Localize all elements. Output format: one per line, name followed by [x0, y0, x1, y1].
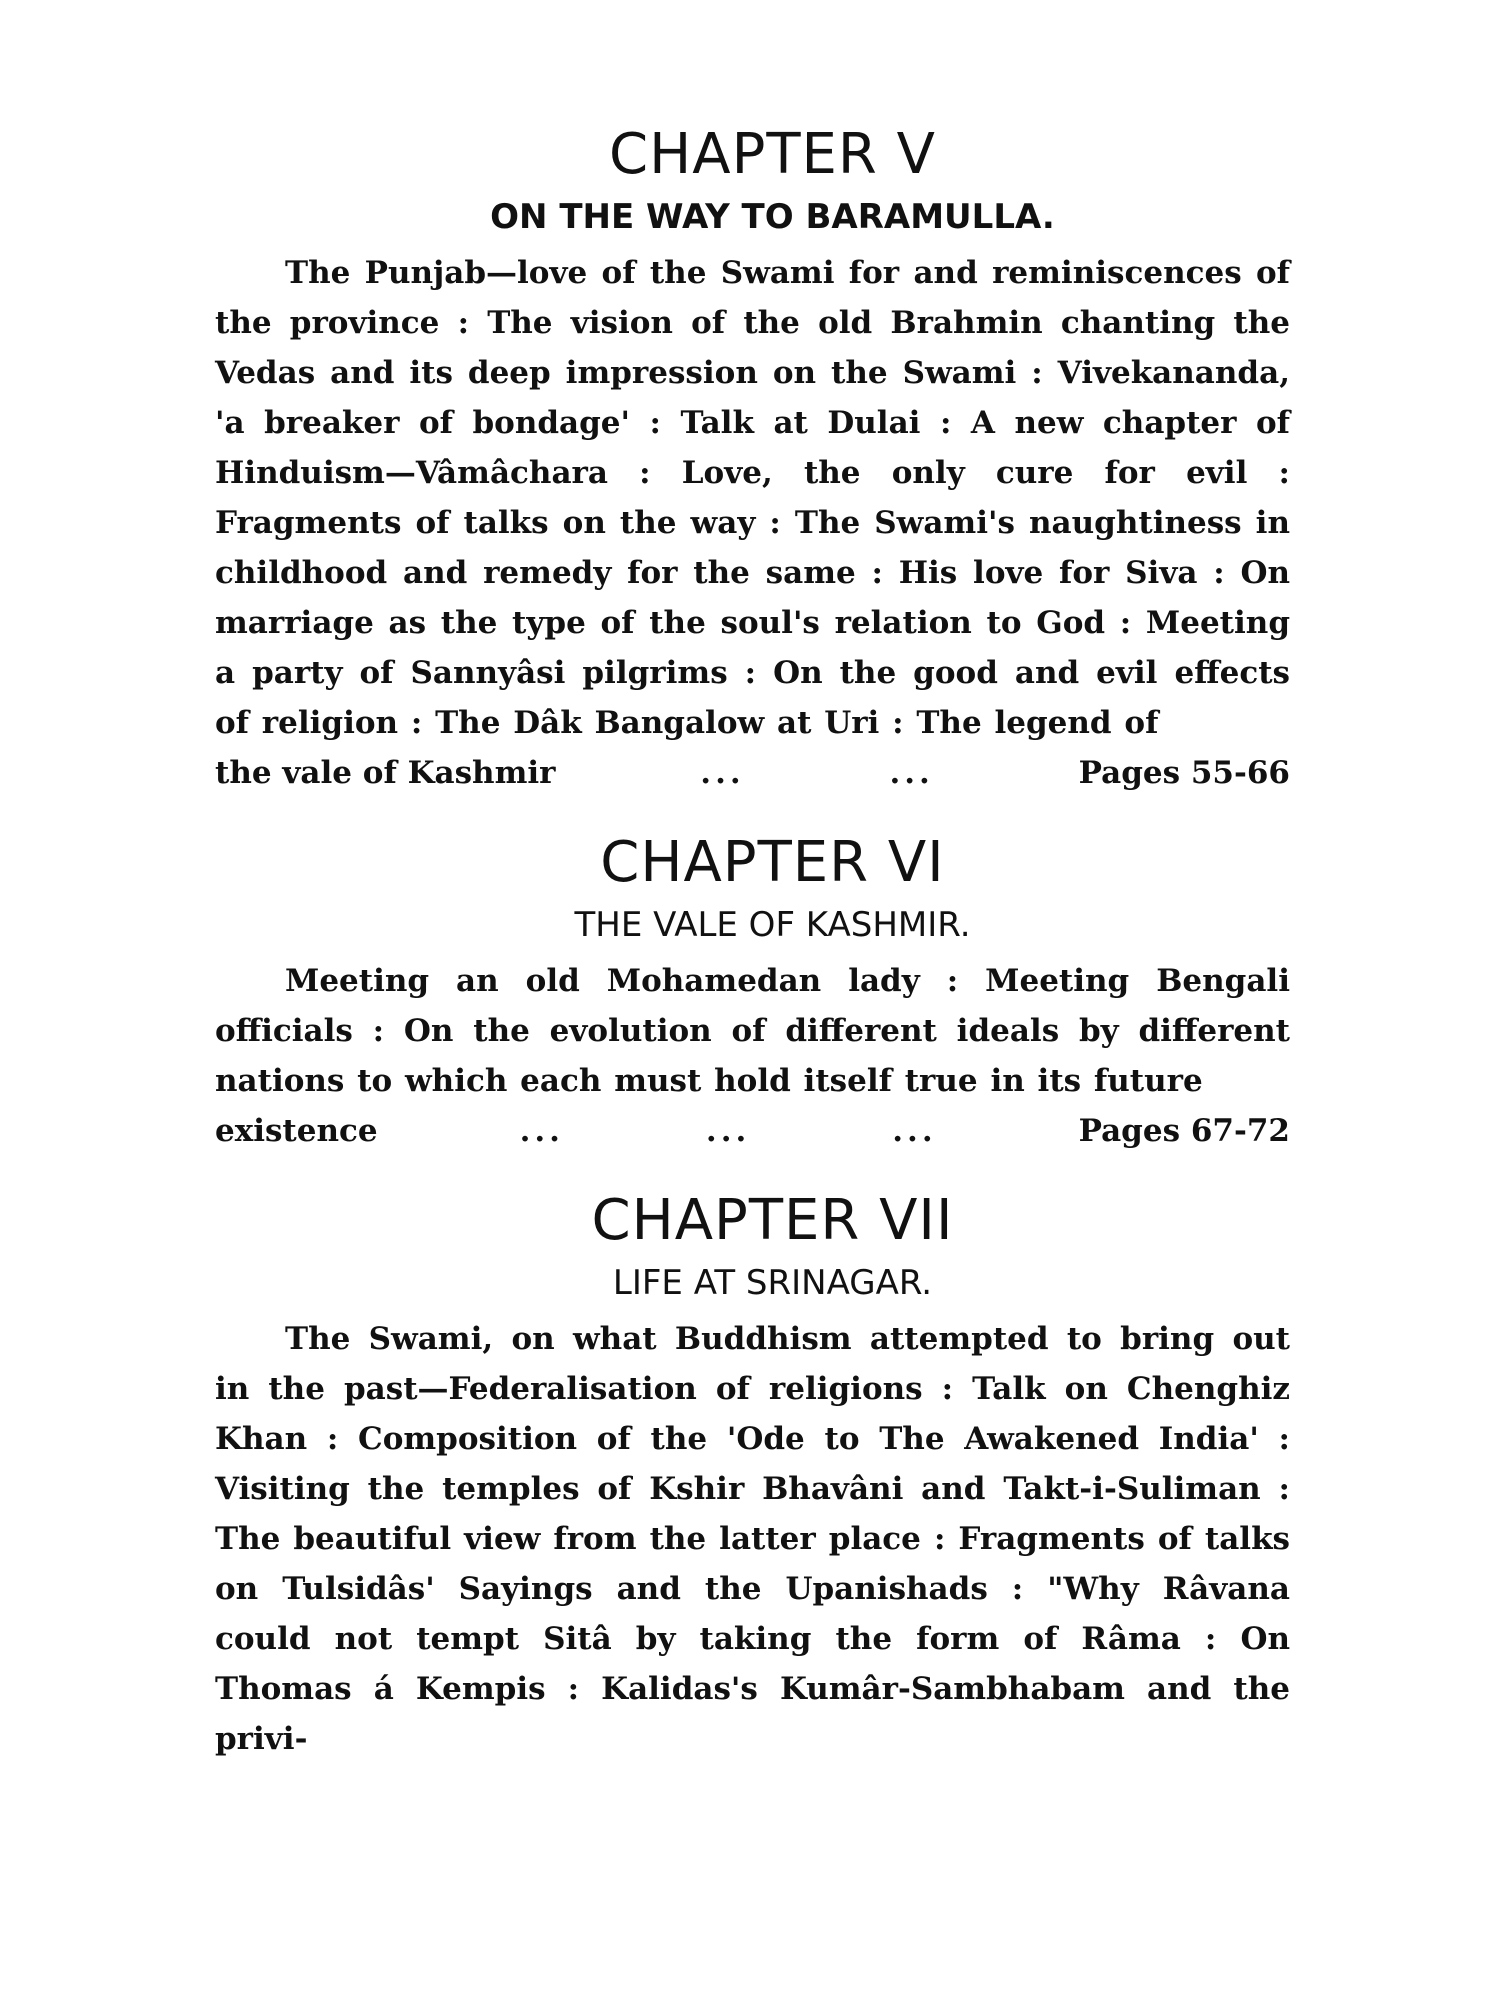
last-line-text: existence — [215, 1113, 378, 1149]
chapter-subtitle: LIFE AT SRINAGAR. — [612, 1263, 933, 1303]
chapter-synopsis: Meeting an old Mohamedan lady : Meeting Bengali officials : On the evolution of different ideals by different nations to which each must hold itself true in its future — [215, 963, 1290, 1099]
leader-dots: ... — [892, 1113, 937, 1149]
chapter-subtitle: THE VALE OF KASHMIR. — [574, 905, 971, 945]
leader-dots: ... — [700, 755, 745, 791]
page-range: Pages 55-66 — [1078, 755, 1290, 791]
chapter-7-section — [215, 1186, 1290, 1764]
leader-dots: ... — [889, 755, 934, 791]
page — [215, 120, 1290, 1960]
synopsis-last-line — [215, 1106, 1290, 1156]
leader-dots: ... — [519, 1113, 564, 1149]
chapter-synopsis: The Swami, on what Buddhism attempted to bring out in the past—Federalisation of religions : Talk on Chenghiz Khan : Composition of the 'Ode to The Awakened India' : Visiting the temples of Kshir Bhavâni and Takt-i-Suliman : The beautiful view from the latter place : Fragments of talks on Tulsidâs' Sayings and the Upanishads : "Why Râvana could not tempt Sitâ by taking the form of Râma : On Thomas á Kempis : Kalidas's Kumâr-Sambhabam and the privi- — [215, 1321, 1290, 1757]
chapter-title: CHAPTER VII — [591, 1188, 954, 1253]
chapter-subtitle: ON THE WAY TO BARAMULLA. — [490, 197, 1055, 237]
last-line-text: the vale of Kashmir — [215, 755, 556, 791]
chapter-title: CHAPTER VI — [600, 830, 945, 895]
chapter-synopsis: The Punjab—love of the Swami for and reminiscences of the province : The vision of the old Brahmin chanting the Vedas and its deep impression on the Swami : Vivekananda, 'a breaker of bondage' : Talk at Dulai : A new chapter of Hinduism—Vâmâchara : Love, the only cure for evil : Fragments of talks on the way : The Swami's naughtiness in childhood and remedy for the same : His love for Siva : On marriage as the type of the soul's relation to God : Meeting a party of Sannyâsi pilgrims : On the good and evil effects of religion : The Dâk Bangalow at Uri : The legend of — [215, 255, 1290, 741]
chapter-5-section — [215, 120, 1290, 798]
chapter-6-section — [215, 828, 1290, 1156]
leader-dots: ... — [705, 1113, 751, 1149]
page-range: Pages 67-72 — [1078, 1113, 1290, 1149]
synopsis-last-line — [215, 748, 1290, 798]
chapter-title: CHAPTER V — [609, 122, 936, 187]
